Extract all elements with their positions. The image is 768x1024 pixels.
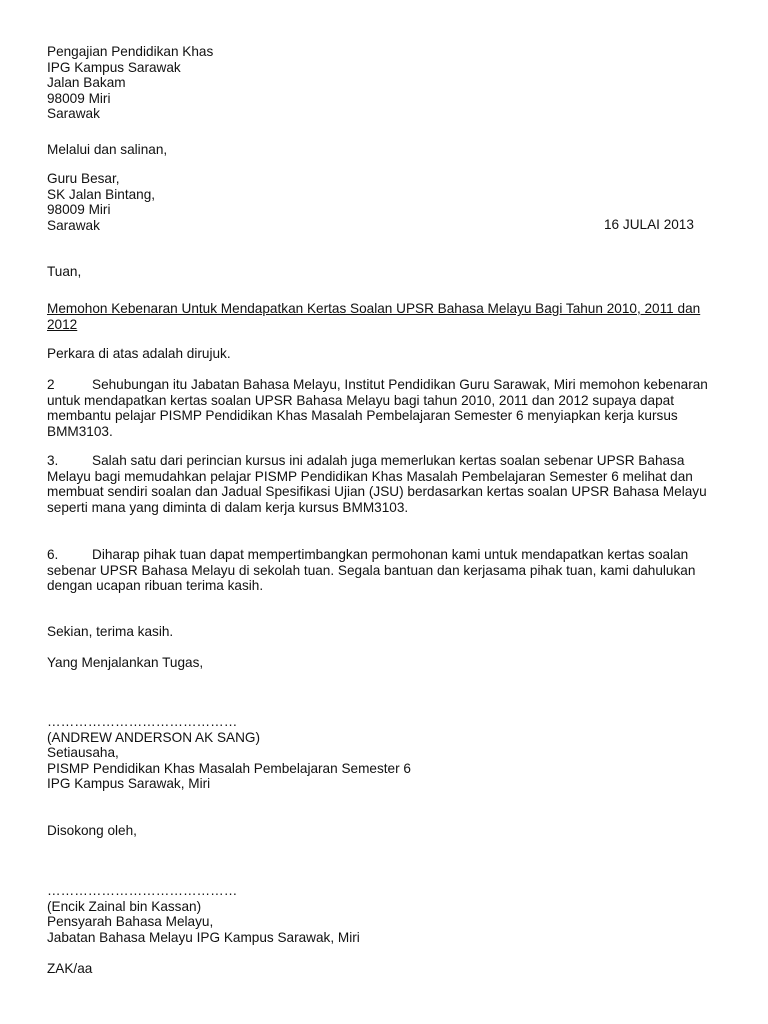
salutation: Tuan, [47,264,82,279]
signatory-line: PISMP Pendidikan Khas Masalah Pembelajaran Semester 6 [47,760,411,776]
sender-line: Sarawak [47,106,100,122]
signatory-line: Setiausaha, [47,745,119,761]
paragraph-2 [47,377,723,439]
closing-line: Sekian, terima kasih. [47,624,174,639]
recipient-line: SK Jalan Bintang, [47,186,156,202]
signature-dots: …………………………………… [47,714,238,729]
paragraph-text: Diharap pihak tuan dapat mempertimbangkan permohonan kami untuk mendapatkan kertas soalan sebenar UPSR Bahasa Melayu di sekolah tuan. Segala bantuan dan kerjasama pihak tuan, kami dahulukan dengan ucapan ribuan terima kasih. [47,547,696,594]
subject-line: Memohon Kebenaran Untuk Mendapatkan Kertas Soalan UPSR Bahasa Melayu Bagi Tahun 2010, 2011 dan 2012 [47,301,701,332]
signatory-name: (ANDREW ANDERSON AK SANG) [47,729,260,745]
letter-date: 16 JULAI 2013 [604,217,694,232]
recipient-address [47,171,155,233]
signatory-name: (Encik Zainal bin Kassan) [47,898,202,914]
paragraph-number: 6. [47,547,59,562]
signatory-line: Pensyarah Bahasa Melayu, [47,914,214,930]
recipient-line: 98009 Miri [47,202,111,218]
sender-line: IPG Kampus Sarawak [47,59,181,75]
sender-line: 98009 Miri [47,90,111,106]
paragraph-6 [47,547,723,594]
reference-code: ZAK/aa [47,961,93,976]
signatory-line: Jabatan Bahasa Melayu IPG Kampus Sarawak, Miri [47,929,360,945]
paragraph-text: Sehubungan itu Jabatan Bahasa Melayu, Institut Pendidikan Guru Sarawak, Miri memohon kebenaran untuk mendapatkan kertas soalan UPSR Bahasa Melayu bagi tahun 2010, 2011 dan 2012 supaya dapat membantu pelajar PISMP Pendidikan Khas Masalah Pembelajaran Semester 6 menyiapkan kerja kursus BMM3103. [47,377,708,439]
sender-line: Jalan Bakam [47,75,126,91]
paragraph-number: 2 [47,377,55,392]
signature-dots: …………………………………… [47,883,238,898]
paragraph-3 [47,453,727,515]
signature-block-lecturer [47,883,360,945]
sender-address [47,44,213,122]
recipient-line: Guru Besar, [47,171,120,186]
paragraph-number: 3. [47,453,59,468]
paragraph-text: Salah satu dari perincian kursus ini adalah juga memerlukan kertas soalan sebenar UPSR Bahasa Melayu bagi memudahkan pelajar PISMP Pendidikan Khas Masalah Pembelajaran Semester 6 melihat dan membuat sendiri soalan dan Jadual Spesifikasi Ujian (JSU) berdasarkan kertas soalan UPSR Bahasa Melayu seperti mana yang diminta di dalam kerja kursus BMM3103. [47,453,707,515]
signature-block-secretary [47,714,411,792]
via-line: Melalui dan salinan, [47,142,168,157]
sender-line: Pengajian Pendidikan Khas [47,44,214,59]
recipient-line: Sarawak [47,217,100,233]
signatory-line: IPG Kampus Sarawak, Miri [47,776,211,792]
reference-line: Perkara di atas adalah dirujuk. [47,346,231,361]
supported-by-line: Disokong oleh, [47,823,137,838]
duty-line: Yang Menjalankan Tugas, [47,655,204,670]
